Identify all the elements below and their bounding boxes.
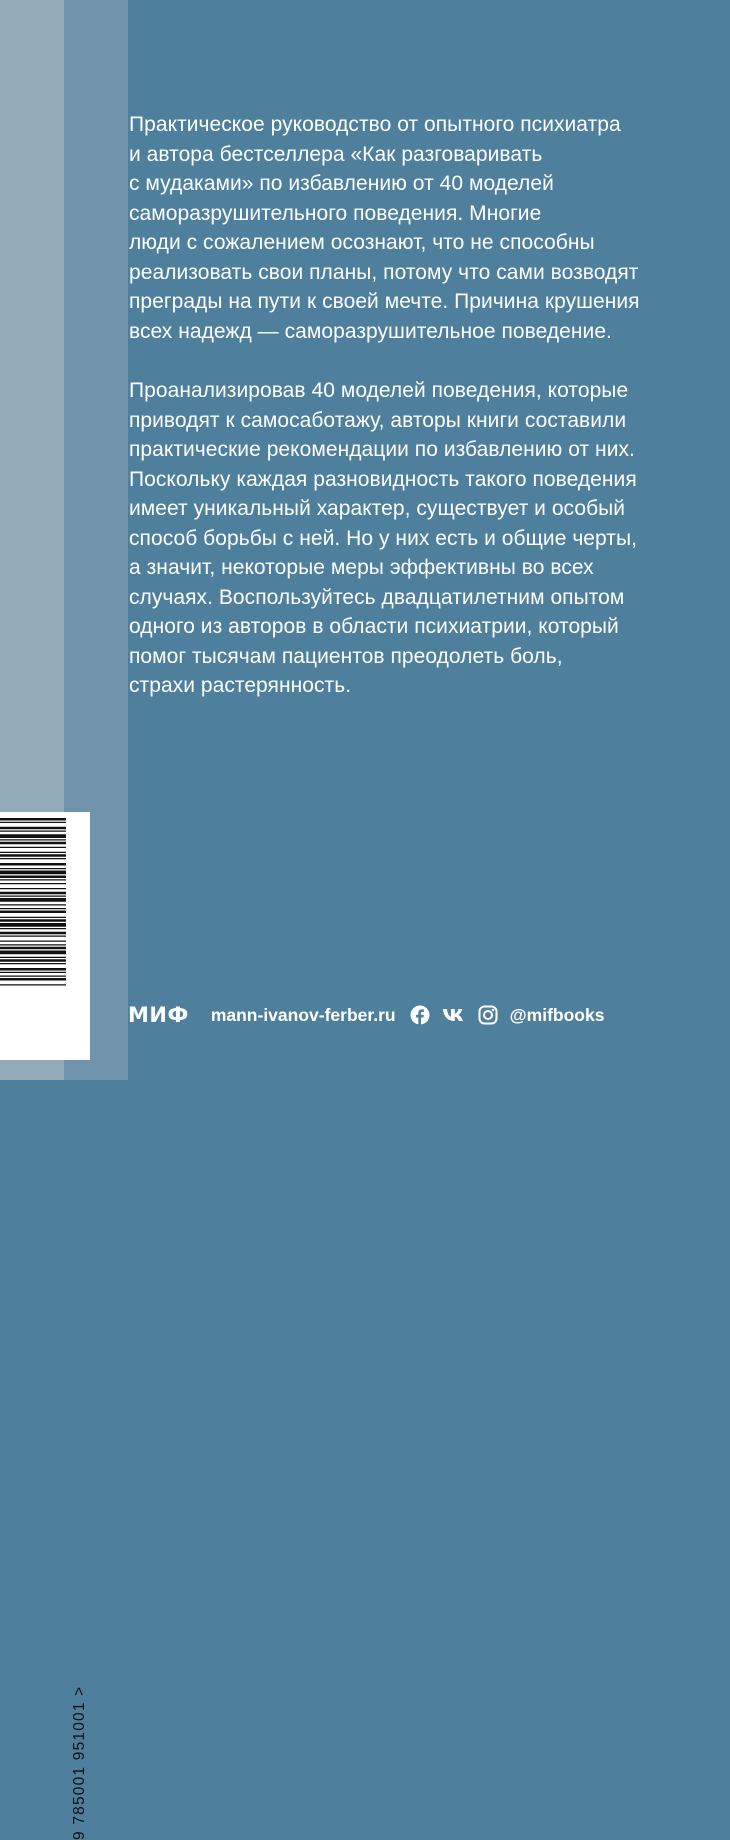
publisher-logo: МИФ (128, 1003, 189, 1027)
barcode-bar (0, 972, 66, 973)
social-handle[interactable]: @mifbooks (509, 1004, 605, 1025)
barcode-bar (0, 847, 66, 848)
barcode-bar (0, 976, 66, 977)
barcode-bar (0, 932, 66, 935)
blurb-paragraph-1: Практическое руководство от опытного психиатра и автора бестселлера «Как разговаривать с мудаками» по избавлению от 40 моделей саморазрушительного поведения. Многие люди с сожалением осознают, что не способны реализовать свои планы, потому что сами возводят преграды на пути к своей мечте. Причина крушения всех надежд — саморазрушительное поведение. (129, 113, 640, 343)
barcode-bar (0, 839, 66, 840)
vk-icon[interactable] (442, 1005, 466, 1025)
barcode-bar (0, 917, 66, 918)
barcode-bar (0, 876, 66, 879)
barcode-bar (0, 978, 66, 981)
barcode-bar (0, 879, 66, 880)
barcode-bar (0, 831, 66, 832)
barcode-bar (0, 908, 66, 909)
barcode-bar (0, 984, 66, 985)
barcode-bar (0, 852, 66, 853)
barcode-bar (0, 827, 66, 830)
barcode-bar (0, 863, 66, 866)
isbn-digits: 9 785001 951001 > (71, 1685, 88, 1840)
barcode-bar (0, 883, 66, 884)
barcode-bar (0, 896, 66, 897)
barcode-bar (0, 936, 66, 937)
barcode-bar (0, 941, 66, 942)
facebook-icon[interactable] (410, 1005, 430, 1025)
barcode-bar (0, 928, 66, 929)
barcode-bar (0, 868, 66, 869)
barcode-bar (0, 834, 66, 838)
barcode-bar (0, 858, 66, 859)
blurb-paragraph-2: Проанализировав 40 моделей поведения, которые приводят к самосаботажу, авторы книги составили практические рекомендации по избавлению от них. Поскольку каждая разновидность такого поведения имеет уникальный характер, существует и особый способ борьбы с ней. Но у них есть и общие черты, а значит, некоторые меры эффективны во всех случаях. Воспользуйтесь двадцатилетним опытом одного из авторов в области психиатрии, который помог тысячам пациентов преодолеть боль, страхи растерянность. (129, 379, 637, 697)
barcode-bar (0, 947, 66, 950)
barcode-bar (0, 842, 66, 845)
isbn-barcode (0, 812, 90, 1840)
barcode-bar (0, 892, 66, 895)
barcode-bar (0, 911, 66, 914)
publisher-footer (128, 1000, 604, 1030)
instagram-icon[interactable] (478, 1005, 498, 1025)
barcode-bar (0, 923, 66, 927)
barcode-bar (0, 951, 66, 955)
barcode-bar (0, 963, 66, 964)
barcode-bar (0, 944, 66, 945)
barcode-bar (0, 871, 66, 875)
website-link[interactable]: mann-ivanov-ferber.ru (210, 1004, 396, 1025)
barcode-bar (0, 818, 66, 821)
back-cover-blurb (129, 110, 729, 701)
barcode-bar (0, 919, 66, 922)
barcode-bar (0, 957, 66, 958)
barcode-bar (0, 959, 66, 962)
barcode-bar (0, 888, 66, 889)
barcode-bar (0, 968, 66, 971)
barcode-bar (0, 854, 66, 857)
barcode-bar (0, 822, 66, 823)
barcode-bar (0, 904, 66, 905)
barcode-bar (0, 898, 66, 902)
barcode-bars (0, 812, 90, 1060)
